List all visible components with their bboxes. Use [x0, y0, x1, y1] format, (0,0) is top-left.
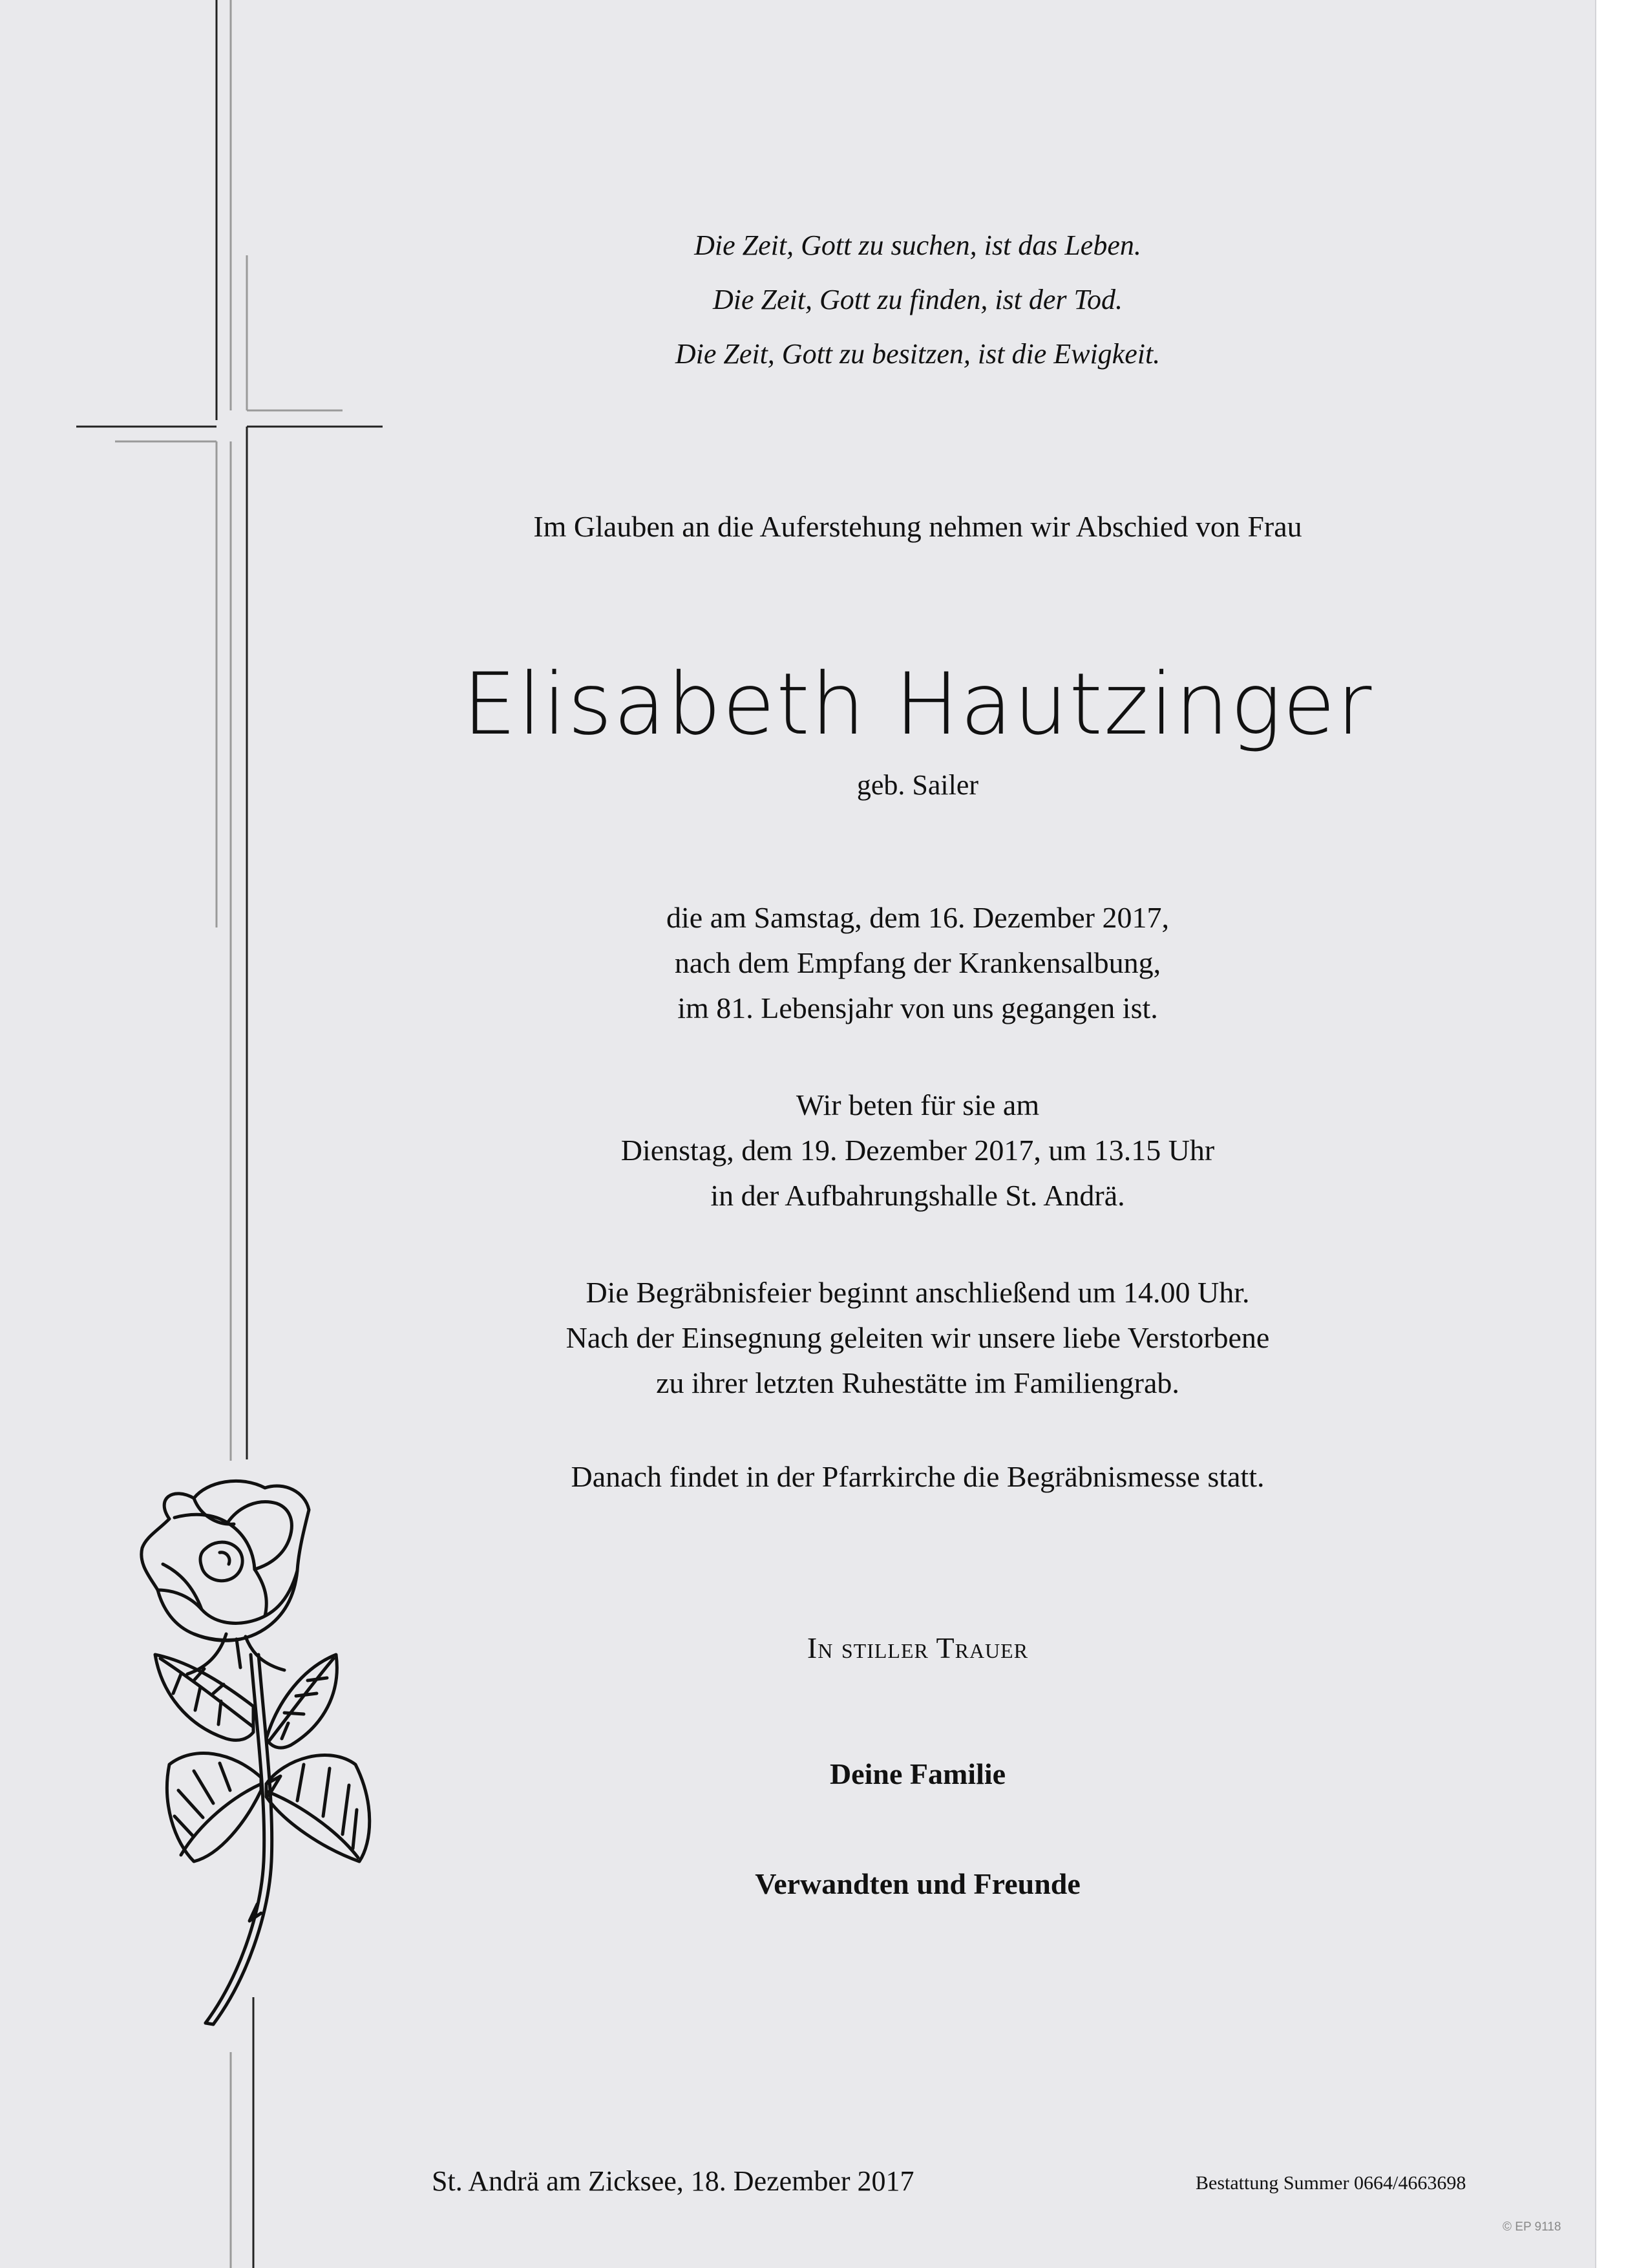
- intro-line: Im Glauben an die Auferstehung nehmen wir Abschied von Frau: [533, 510, 1302, 543]
- mourning-heading: In stiller Trauer: [807, 1631, 1029, 1664]
- prayer-notice: [452, 1083, 1383, 1218]
- print-code: © EP 9118: [1503, 2220, 1561, 2234]
- death-notice-line: nach dem Empfang der Krankensalbung,: [674, 946, 1161, 979]
- prayer-line: in der Aufbahrungshalle St. Andrä.: [710, 1179, 1125, 1212]
- mass-notice: Danach findet in der Pfarrkirche die Begräbnismesse statt.: [571, 1460, 1265, 1493]
- undertaker-contact: Bestattung Summer 0664/4663698: [1196, 2172, 1466, 2194]
- signer-relatives: Verwandten und Freunde: [755, 1867, 1081, 1900]
- place-date: St. Andrä am Zicksee, 18. Dezember 2017: [432, 2165, 914, 2197]
- prayer-line: Dienstag, dem 19. Dezember 2017, um 13.15 Uhr: [620, 1134, 1215, 1167]
- death-notice: [452, 895, 1383, 1031]
- death-notice-line: die am Samstag, dem 16. Dezember 2017,: [666, 901, 1169, 934]
- motto-line: Die Zeit, Gott zu suchen, ist das Leben.: [694, 229, 1141, 261]
- signer-family: Deine Familie: [829, 1757, 1006, 1790]
- death-notice-line: im 81. Lebensjahr von uns gegangen ist.: [677, 991, 1158, 1024]
- motto: [452, 218, 1383, 381]
- deceased-name: Elisabeth Hautzinger: [462, 655, 1373, 754]
- motto-line: Die Zeit, Gott zu besitzen, ist die Ewigkeit.: [675, 338, 1161, 370]
- prayer-line: Wir beten für sie am: [796, 1088, 1040, 1121]
- motto-line: Die Zeit, Gott zu finden, ist der Tod.: [713, 284, 1123, 315]
- funeral-notice: [452, 1270, 1383, 1406]
- funeral-line: Die Begräbnisfeier beginnt anschließend um 14.00 Uhr.: [586, 1276, 1250, 1309]
- birth-name: geb. Sailer: [856, 769, 979, 801]
- funeral-line: zu ihrer letzten Ruhestätte im Familiengrab.: [656, 1366, 1179, 1399]
- rose-icon: [0, 0, 452, 2268]
- funeral-line: Nach der Einsegnung geleiten wir unsere liebe Verstorbene: [565, 1321, 1270, 1354]
